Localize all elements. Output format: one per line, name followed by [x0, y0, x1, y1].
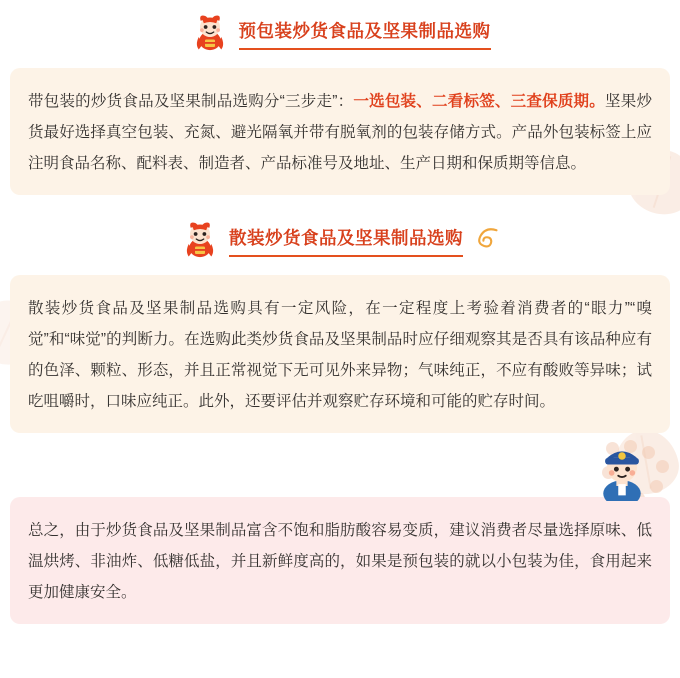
section-header-prepackaged [0, 10, 680, 54]
title-underline [239, 48, 491, 50]
paragraph-part: 带包装的炒货食品及坚果制品选购分“三步走”： [28, 93, 354, 110]
tiger-mascot-icon [190, 12, 230, 52]
content-box-prepackaged [10, 68, 670, 195]
paragraph-part: 散装炒货食品及坚果制品选购具有一定风险，在一定程度上考验着消费者的“眼力”“嗅觉”和“味觉”的判断力。在选购此类炒货食品及坚果制品时应仔细观察其是否具有该品种应有的色泽、颗粒、形态，并且正常视觉下无可见外来异物；气味纯正，不应有酸败等异味；试吃咀嚼时，口味应纯正。此外，还要评估并观察贮存环境和可能的贮存时间。 [28, 300, 652, 410]
tiger-mascot-icon [180, 219, 220, 259]
content-box-conclusion [10, 497, 670, 624]
paragraph-emphasis: 一选包装、二看标签、三查保质期。 [353, 93, 606, 110]
section-title: 预包装炒货食品及坚果制品选购 [238, 20, 491, 41]
officer-mascot-wrap [0, 451, 680, 497]
section-title: 散装炒货食品及坚果制品选购 [229, 227, 463, 248]
conclusion-text: 总之，由于炒货食品及坚果制品富含不饱和脂肪酸容易变质，建议消费者尽量选择原味、低温烘烤、非油炸、低糖低盐，并且新鲜度高的，如果是预包装的就以小包装为佳，食用起来更加健康安全。 [28, 522, 652, 601]
police-officer-icon [592, 441, 652, 501]
paragraph-part: 坚果炒货最好选择真空包装、充氮、避光隔氧并带有脱氧剂的包装存储方式。产品外包装标签上应注明食品名称、配料表、制造者、产品标准号及地址、生产日期和保质期等信息。 [28, 93, 652, 172]
swirl-ornament-icon [472, 225, 500, 253]
section-header-bulk [0, 217, 680, 261]
title-underline [229, 255, 463, 257]
content-box-bulk [10, 275, 670, 433]
